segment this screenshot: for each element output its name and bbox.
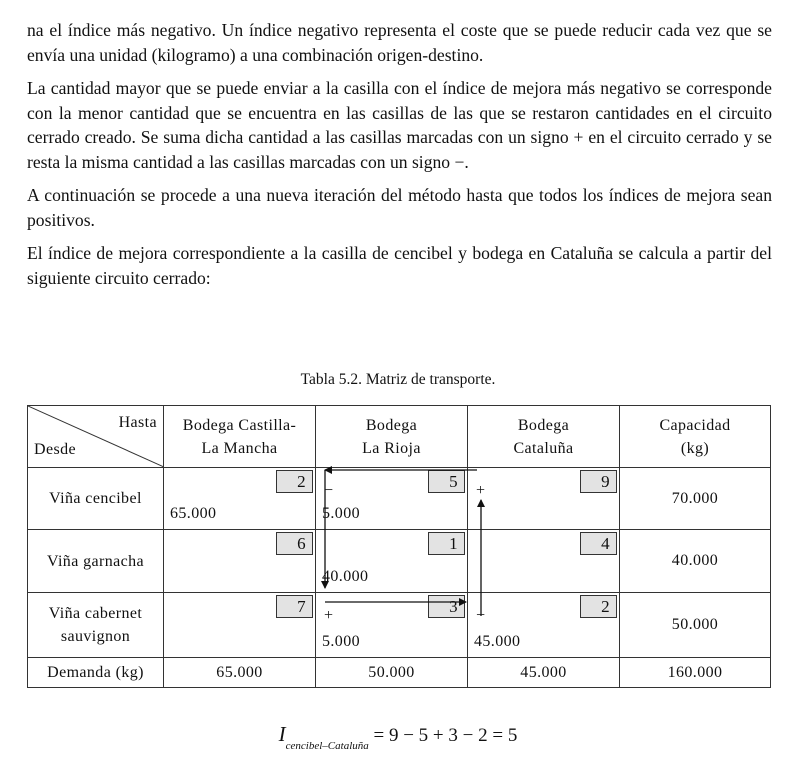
cost-box: 2 — [276, 470, 313, 493]
header-row — [28, 406, 771, 468]
row-cencibel — [28, 468, 771, 530]
improvement-index-formula — [0, 722, 796, 752]
quantity: 5.000 — [322, 633, 360, 650]
circuit-sign: + — [324, 607, 334, 624]
formula-symbol: I — [278, 722, 286, 746]
corner-cell — [28, 406, 164, 468]
cost-box: 3 — [428, 595, 465, 618]
demand-castilla: 65.000 — [164, 658, 316, 688]
header-capacidad: Capacidad (kg) — [620, 406, 771, 468]
cost-box: 9 — [580, 470, 617, 493]
demand-total: 160.000 — [620, 658, 771, 688]
circuit-sign: − — [476, 607, 486, 624]
header-castilla: Bodega Castilla- La Mancha — [164, 406, 316, 468]
circuit-sign: + — [476, 482, 486, 499]
quantity: 65.000 — [170, 505, 217, 522]
paragraph-3: A continuación se procede a una nueva iteración del método hasta que todos los índices de mejora sean positivos. — [27, 185, 772, 230]
header-cataluna: Bodega Cataluña — [468, 406, 620, 468]
capacity-cabernet: 50.000 — [620, 593, 771, 658]
paragraph-4: El índice de mejora correspondiente a la casilla de cencibel y bodega en Cataluña se calcula a partir del siguiente circuito cerrado: — [27, 243, 772, 288]
demand-rioja: 50.000 — [316, 658, 468, 688]
row-label: Viña garnacha — [28, 530, 164, 593]
cost-box: 6 — [276, 532, 313, 555]
cell-garnacha-cataluna — [468, 530, 620, 593]
paragraph-2: La cantidad mayor que se puede enviar a la casilla con el índice de mejora más negativo se corresponde con la menor cantidad que se encuentra en las casillas de las que se restaron cantidades en el circuito cerrado creado. Se suma dicha cantidad a las casillas marcadas con un signo + en el circuito cerrado y se resta la misma cantidad a las casillas marcadas con un signo −. — [27, 78, 772, 172]
formula-expression: = 9 − 5 + 3 − 2 = 5 — [368, 725, 518, 746]
cost-box: 2 — [580, 595, 617, 618]
row-label: Viña cencibel — [28, 468, 164, 530]
demand-cataluna: 45.000 — [468, 658, 620, 688]
quantity: 45.000 — [474, 633, 521, 650]
circuit-sign: − — [324, 482, 334, 499]
cell-garnacha-rioja — [316, 530, 468, 593]
cost-box: 7 — [276, 595, 313, 618]
cell-cabernet-rioja — [316, 593, 468, 658]
desde-label: Desde — [34, 441, 76, 458]
cell-cabernet-castilla — [164, 593, 316, 658]
cost-box: 1 — [428, 532, 465, 555]
capacity-cencibel: 70.000 — [620, 468, 771, 530]
row-label: Viña cabernet sauvignon — [28, 593, 164, 658]
formula-subscript: cencibel–Cataluña — [285, 740, 369, 752]
cost-box: 5 — [428, 470, 465, 493]
cell-cabernet-cataluna — [468, 593, 620, 658]
quantity: 5.000 — [322, 505, 360, 522]
hasta-label: Hasta — [118, 414, 157, 431]
row-cabernet — [28, 593, 771, 658]
demand-label: Demanda (kg) — [28, 658, 164, 688]
body-text — [27, 18, 772, 299]
cell-cencibel-rioja — [316, 468, 468, 530]
paragraph-1: na el índice más negativo. Un índice negativo representa el coste que se puede reducir cada vez que se envía una unidad (kilogramo) a una combinación origen-destino. — [27, 20, 772, 65]
row-garnacha — [28, 530, 771, 593]
cell-cencibel-cataluna — [468, 468, 620, 530]
capacity-garnacha: 40.000 — [620, 530, 771, 593]
row-demanda — [28, 658, 771, 688]
header-rioja: Bodega La Rioja — [316, 406, 468, 468]
table-caption: Tabla 5.2. Matriz de transporte. — [300, 371, 496, 388]
quantity: 40.000 — [322, 568, 369, 585]
transport-matrix-table — [27, 405, 771, 688]
cell-garnacha-castilla — [164, 530, 316, 593]
cost-box: 4 — [580, 532, 617, 555]
cell-cencibel-castilla — [164, 468, 316, 530]
